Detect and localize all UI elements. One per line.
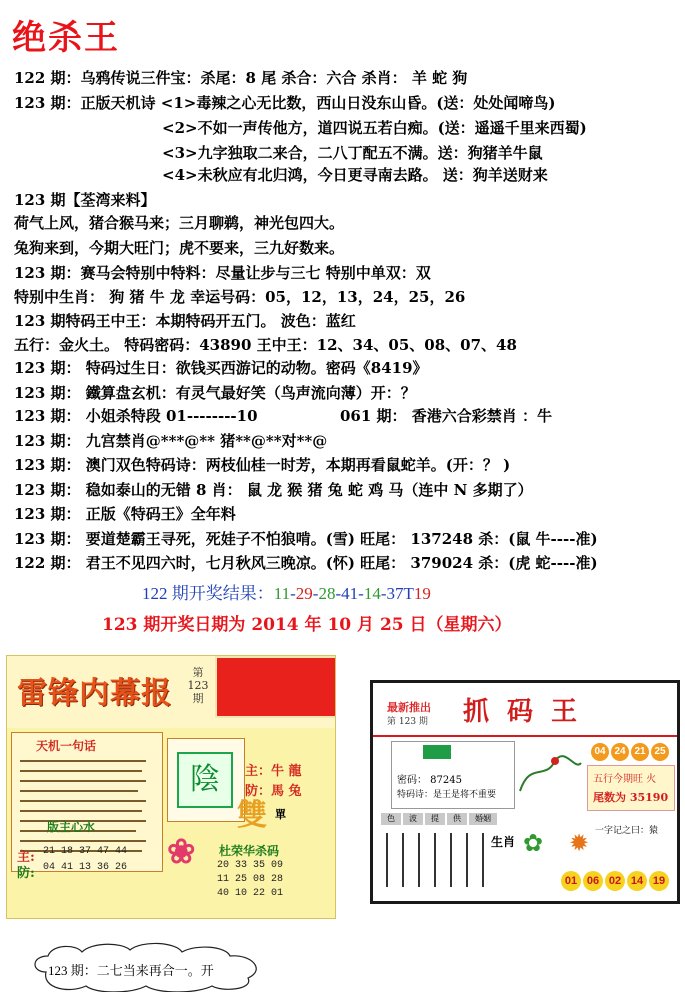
right-title: 抓码王 bbox=[463, 697, 596, 727]
draw-date: 123 期开奖日期为 2014 年 10 月 25 日（星期六） bbox=[102, 615, 512, 635]
kill-row: 40 10 22 01 bbox=[217, 888, 284, 899]
page-title: 绝杀王 bbox=[12, 18, 120, 58]
result-number: 11 bbox=[273, 584, 291, 603]
text-line: 123 期： 鐵算盘玄机：有灵气最好笑（鸟声流向薄）开：？ bbox=[14, 384, 416, 402]
fang-label: 防: bbox=[17, 866, 35, 881]
result-number: 41 bbox=[341, 584, 359, 603]
result-separator: - bbox=[335, 584, 342, 603]
top-ball: 25 bbox=[651, 743, 669, 761]
text-line: 特别中生肖： 狗 猪 牛 龙 幸运号码：05，12，13，24，25，26 bbox=[14, 288, 466, 306]
result-number: 37 bbox=[386, 584, 404, 603]
tail-number: 尾数为 35190 bbox=[593, 791, 669, 804]
text-line: <3>九字独取二来合，二八丁配五不满。送：狗猪羊牛鼠 bbox=[162, 144, 543, 162]
kill-heading: 杜荣华杀码 bbox=[219, 844, 280, 858]
text-line: 兔狗来到，今期大旺门；虎不要来，三九好数来。 bbox=[14, 239, 345, 257]
banzhu-heading: 版主心水 bbox=[47, 820, 96, 834]
zodiac-label: 生肖 bbox=[491, 835, 516, 849]
result-number: 14 bbox=[363, 584, 381, 603]
result-label: 122 期开奖结果： bbox=[142, 584, 274, 603]
top-ball: 21 bbox=[631, 743, 649, 761]
text-line: 123 期： 小姐杀特段 01--------10 bbox=[14, 407, 258, 425]
zhu-numbers: 21 18 37 47 44 bbox=[43, 846, 128, 857]
text-line: 123 期特码王中王：本期特码开五门。 波色：蓝红 bbox=[14, 312, 356, 330]
bottom-ball: 02 bbox=[605, 871, 625, 891]
result-separator: - bbox=[312, 584, 319, 603]
zodiac-figure-icon: ✹ bbox=[569, 829, 590, 857]
text-line: <2>不如一声传他方，道四说五若白痴。(送：遥遥千里来西蜀) bbox=[162, 119, 587, 137]
tab: 波 bbox=[403, 813, 423, 825]
result-numbers bbox=[274, 584, 431, 603]
bottom-ball: 01 bbox=[561, 871, 581, 891]
leifeng-newspaper-image bbox=[6, 655, 336, 919]
vertical-text-columns bbox=[381, 831, 491, 891]
dragon-illustration-icon bbox=[515, 741, 585, 807]
result-number: 28 bbox=[318, 584, 336, 603]
text-line: 061 期： 香港六合彩禁肖 ：牛 bbox=[340, 407, 552, 425]
right-issue: 第 123 期 bbox=[387, 717, 428, 727]
title-divider bbox=[373, 735, 677, 737]
newspaper-red-panel bbox=[215, 656, 336, 718]
text-line: 123 期： 九宫禁肖@***@** 猪**@**对**@ bbox=[14, 432, 328, 450]
yin-character: 陰 bbox=[177, 752, 233, 808]
top-ball: 24 bbox=[611, 743, 629, 761]
wuxing-text: 五行今期旺 火 bbox=[593, 774, 657, 785]
fang-numbers: 04 41 13 36 26 bbox=[43, 862, 128, 873]
text-line: 122 期：乌鸦传说三件宝：杀尾：8 尾 杀合：六合 杀肖： 羊 蛇 狗 bbox=[14, 69, 468, 87]
newspaper-issue: 第123期 bbox=[187, 666, 209, 705]
zodiac-figure-icon: ✿ bbox=[523, 829, 544, 857]
text-line: 123 期：赛马会特别中特料：尽量让步与三七 特别中单双：双 bbox=[14, 264, 431, 282]
text-line: 123 期： 稳如泰山的无错 8 肖： 鼠 龙 猴 猪 兔 蛇 鸡 马（连中 N 多期了） bbox=[14, 481, 533, 499]
text-line: 123 期： 要道楚霸王寻死，死娃子不怕狼啃。(雪) 旺尾： 137248 杀：(鼠 牛----准) bbox=[14, 530, 598, 548]
text-line: 123 期：正版天机诗 <1>毒辣之心无比数，西山日没东山昏。(送：处处闻啼鸟) bbox=[14, 94, 556, 112]
shuang-character: 雙 bbox=[237, 798, 267, 833]
flower-ornament-icon: ❀ bbox=[167, 832, 196, 872]
top-ball: 04 bbox=[591, 743, 609, 761]
draw-result bbox=[142, 579, 431, 604]
tab: 供 bbox=[447, 813, 467, 825]
result-number: 29 bbox=[295, 584, 313, 603]
bottom-ball: 06 bbox=[583, 871, 603, 891]
fang-zodiac: 防：馬 兔 bbox=[245, 784, 302, 799]
tema-poem: 特码诗：是王是将不重要 bbox=[397, 790, 497, 800]
text-line: 123 期【荃湾来料】 bbox=[14, 191, 156, 209]
result-separator: - bbox=[290, 584, 296, 603]
newspaper-header bbox=[7, 656, 335, 728]
result-number: 19 bbox=[413, 584, 431, 603]
bottom-ball: 19 bbox=[649, 871, 669, 891]
zhuamawang-image bbox=[370, 680, 680, 904]
result-separator: - bbox=[358, 584, 364, 603]
tianji-heading: 天机一句话 bbox=[36, 739, 97, 753]
zhu-zodiac: 主：牛 龍 bbox=[245, 764, 302, 779]
mima-label: 密码： 87245 bbox=[397, 775, 462, 786]
text-line: 122 期： 君王不见四六时，七月秋风三晚凉。(怀) 旺尾： 379024 杀：(虎 蛇----准) bbox=[14, 554, 598, 572]
cloud-note-text: 123 期：二七当来再合一。开 bbox=[48, 963, 214, 978]
newspaper-title: 雷锋内幕报 bbox=[17, 676, 172, 711]
text-line: 荷气上风，猪合猴马来；三月聊鹈，神光包四大。 bbox=[14, 214, 345, 232]
kill-row: 20 33 35 09 bbox=[217, 860, 284, 871]
dan-character: 單 bbox=[275, 808, 286, 821]
tab: 提 bbox=[425, 813, 445, 825]
hint-text: 一字记之曰：猿 bbox=[595, 826, 659, 836]
result-separator: - bbox=[380, 584, 387, 603]
bottom-ball: 14 bbox=[627, 871, 647, 891]
text-line: 123 期： 澳门双色特码诗：两枝仙桂一时芳，本期再看鼠蛇羊。(开：？ ) bbox=[14, 456, 511, 474]
kill-row: 11 25 08 28 bbox=[217, 874, 284, 885]
new-release-tag: 最新推出 bbox=[387, 701, 431, 714]
tab: 色 bbox=[381, 813, 401, 825]
tab: 婚姻 bbox=[469, 813, 497, 825]
text-line: 123 期： 特码过生日：欲钱买西游记的动物。密码《8419》 bbox=[14, 359, 428, 377]
text-line: <4>未秋应有北归鸿，今日更寻南去路。 送：狗羊送财来 bbox=[162, 166, 548, 184]
zhu-label: 主: bbox=[17, 850, 35, 865]
text-line: 五行：金火土。 特码密码：43890 王中王：12、34、05、08、07、48 bbox=[14, 336, 517, 354]
logo-mark-icon bbox=[423, 745, 451, 759]
result-separator: T bbox=[403, 584, 414, 603]
text-line: 123 期： 正版《特码王》全年料 bbox=[14, 505, 236, 523]
